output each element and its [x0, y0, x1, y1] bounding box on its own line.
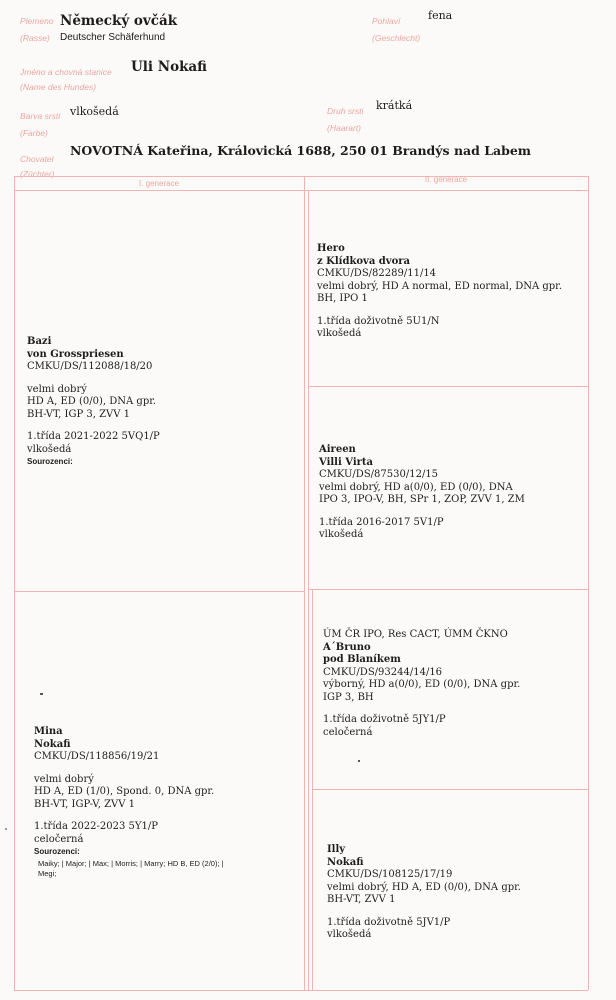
dam-kennel: Nokafi: [34, 738, 71, 750]
dam-entry: [34, 726, 224, 879]
dog-name-value: Uli Nokafi: [131, 59, 207, 75]
dam-sire-name: A´Bruno: [323, 641, 371, 653]
dam-siblings-list: Maiky; | Major; | Max; | Morris; | Marry; HD B, ED (2/0); |: [38, 858, 224, 868]
dam-sire-class: 1.třída doživotně 5JY1/P: [323, 714, 446, 725]
coat-label: Druh srsti (Haarart): [327, 106, 364, 133]
color-value: vlkošedá: [70, 105, 119, 118]
color-label: Barva srsti (Farbe): [20, 111, 61, 138]
dam-siblings-label: Sourozenci:: [34, 847, 80, 856]
dam-sire-entry: [323, 629, 520, 739]
generation-2-header: II. generace: [424, 175, 468, 184]
sire-dam-name: Aireen: [319, 444, 356, 455]
scan-speck: [40, 693, 43, 695]
grid-header-line: [14, 190, 588, 191]
dam-sire-registration: CMKU/DS/93244/14/16: [323, 666, 443, 678]
sire-dam-rating: velmi dobrý, HD a(0/0), ED (0/0), DNA: [319, 481, 513, 493]
dam-sire-titles: ÚM ČR IPO, Res CACT, ÚMM ČKNO: [323, 629, 508, 640]
gen2-inner-divider: [312, 589, 313, 990]
gen1-divider: [14, 591, 304, 592]
sire-kennel: von Grosspriesen: [27, 348, 124, 360]
dam-class: 1.třída 2022-2023 5Y1/P: [34, 821, 158, 832]
dam-dam-rating: velmi dobrý, HD A, ED (0/0), DNA gpr.: [327, 881, 521, 893]
dam-sire-rating: výborný, HD a(0/0), ED (0/0), DNA gpr.: [323, 679, 521, 690]
breeder-value: NOVOTNÁ Kateřina, Královická 1688, 250 01 Brandýs nad Labem: [70, 143, 532, 158]
dam-exams: BH-VT, IGP-V, ZVV 1: [34, 798, 136, 810]
sire-sire-rating: velmi dobrý, HD A normal, ED normal, DNA gpr.: [317, 280, 563, 292]
sire-sire-class: 1.třída doživotně 5U1/N: [317, 315, 440, 327]
gen2-divider-3: [312, 789, 588, 790]
sire-dam-registration: CMKU/DS/87530/12/15: [319, 469, 439, 480]
dam-dam-exams: BH-VT, ZVV 1: [327, 894, 396, 905]
gen2-divider-2: [308, 589, 588, 590]
sire-sire-kennel: z Klídkova dvora: [317, 255, 411, 267]
breed-label: Plemeno (Rasse): [20, 16, 54, 43]
dam-name: Mina: [34, 726, 63, 737]
dam-dam-class: 1.třída doživotně 5JV1/P: [327, 916, 451, 928]
sex-label: Pohlaví (Geschlecht): [372, 16, 421, 43]
sire-class: 1.třída 2021-2022 5VQ1/P: [27, 431, 160, 442]
sire-name: Bazi: [27, 336, 52, 347]
sire-health: HD A, ED (0/0), DNA gpr.: [27, 396, 157, 407]
sire-color: vlkošedá: [27, 443, 72, 455]
scan-speck: [5, 828, 7, 830]
sire-sire-color: vlkošedá: [317, 328, 362, 339]
sire-dam-kennel: Villi Virta: [319, 456, 374, 468]
grid-right-border: [588, 176, 589, 990]
dam-color: celočerná: [34, 833, 84, 845]
sire-rating: velmi dobrý: [27, 383, 87, 395]
dam-dam-entry: [327, 844, 521, 942]
sire-sire-exams: BH, IPO 1: [317, 293, 368, 304]
dam-dam-name: Illy: [327, 844, 346, 855]
grid-bottom-line: [14, 990, 588, 991]
grid-center-divider-inner: [308, 190, 309, 990]
dam-sire-exams: IGP 3, BH: [323, 691, 374, 703]
sire-sire-name: Hero: [317, 243, 345, 254]
breed-value: Německý ovčák: [60, 13, 178, 29]
dam-health: HD A, ED (1/0), Spond. 0, DNA gpr.: [34, 786, 215, 797]
sire-exams: BH-VT, IGP 3, ZVV 1: [27, 408, 130, 420]
sire-entry: [27, 336, 160, 469]
dam-dam-kennel: Nokafi: [327, 856, 364, 868]
sire-sire-registration: CMKU/DS/82289/11/14: [317, 268, 437, 279]
sire-siblings-label: Sourozenci:: [27, 457, 73, 466]
dam-siblings-list-2: Megi;: [38, 868, 57, 878]
generation-1-header: I. generace: [138, 179, 180, 188]
breeder-label: Chovatel (Züchter): [20, 154, 55, 179]
dam-registration: CMKU/DS/118856/19/21: [34, 751, 160, 762]
sire-dam-class: 1.třída 2016-2017 5V1/P: [319, 516, 444, 528]
sire-registration: CMKU/DS/112088/18/20: [27, 361, 153, 372]
dam-dam-registration: CMKU/DS/108125/17/19: [327, 869, 453, 880]
coat-value: krátká: [376, 99, 413, 112]
breed-value-de: Deutscher Schäferhund: [60, 32, 166, 43]
sire-dam-exams: IPO 3, IPO-V, BH, SPr 1, ZOP, ZVV 1, ZM: [319, 494, 525, 505]
dam-rating: velmi dobrý: [34, 773, 94, 785]
sire-dam-color: vlkošedá: [319, 529, 364, 540]
scan-speck: [358, 760, 360, 762]
sire-sire-entry: [317, 243, 562, 341]
dam-sire-kennel: pod Blaníkem: [323, 654, 401, 665]
dam-dam-color: vlkošedá: [327, 929, 372, 940]
dam-sire-color: celočerná: [323, 726, 373, 738]
sire-dam-entry: [319, 444, 525, 542]
sex-value: fena: [428, 9, 453, 22]
grid-center-divider: [304, 176, 305, 990]
name-label: Jméno a chovná stanice (Name des Hundes): [20, 67, 112, 92]
grid-left-border: [14, 176, 15, 990]
gen2-divider-1: [308, 386, 588, 387]
